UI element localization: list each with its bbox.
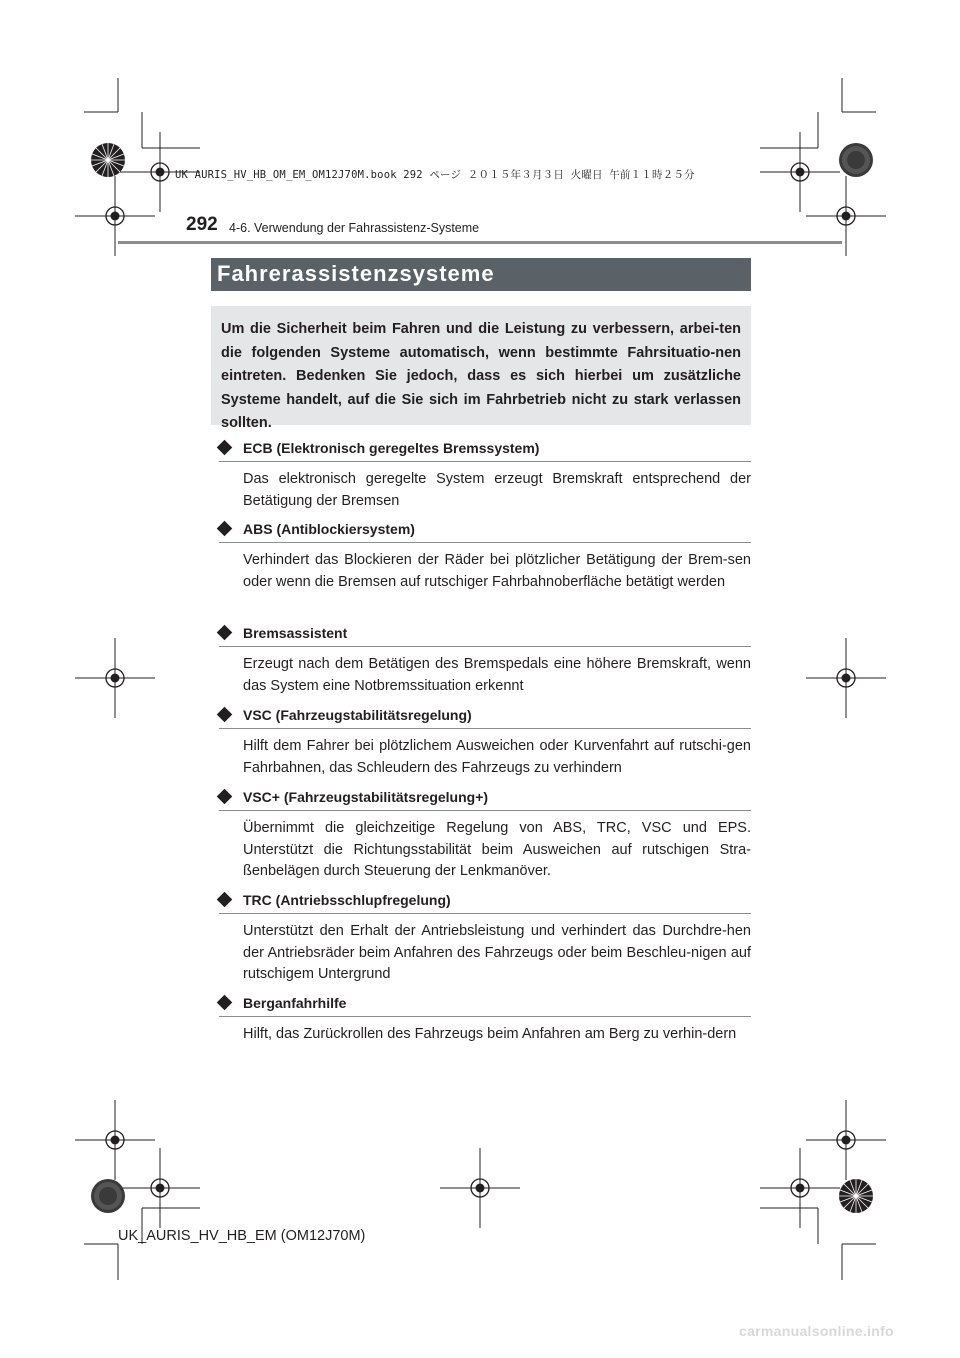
item-heading bbox=[219, 889, 751, 914]
system-list bbox=[219, 437, 751, 1074]
item-description: Unterstützt den Erhalt der Antriebsleistung und verhindert das Durchdre-hen der Antriebsräder beim Anfahren des Fahrzeugs oder beim Beschleu-nigen auf rutschigem Untergrund bbox=[243, 923, 751, 982]
item-heading bbox=[219, 992, 751, 1017]
item-heading bbox=[219, 518, 751, 543]
diamond-bullet-icon bbox=[217, 707, 233, 723]
page-number: 292 bbox=[186, 214, 218, 235]
list-item bbox=[219, 889, 751, 992]
header-rule bbox=[118, 241, 842, 244]
manual-code: UK_AURIS_HV_HB_EM (OM12J70M) bbox=[118, 1228, 366, 1244]
item-description: Hilft dem Fahrer bei plötzlichem Ausweichen oder Kurvenfahrt auf rutschi-gen Fahrbahnen, das Schleudern des Fahrzeugs zu verhindern bbox=[243, 738, 751, 776]
item-description: Hilft, das Zurückrollen des Fahrzeugs beim Anfahren am Berg zu verhin-dern bbox=[243, 1026, 737, 1042]
item-description: Erzeugt nach dem Betätigen des Bremspedals eine höhere Bremskraft, wenn das System eine Notbremssituation erkennt bbox=[243, 656, 751, 694]
item-title: Berganfahrhilfe bbox=[243, 995, 347, 1011]
page-title: Fahrerassistenzsysteme bbox=[211, 258, 751, 291]
list-item bbox=[219, 786, 751, 889]
diamond-bullet-icon bbox=[217, 995, 233, 1011]
item-heading bbox=[219, 786, 751, 811]
item-title: VSC (Fahrzeugstabilitätsregelung) bbox=[243, 707, 472, 723]
diamond-bullet-icon bbox=[217, 789, 233, 805]
item-title: Bremsassistent bbox=[243, 625, 348, 641]
intro-box: Um die Sicherheit beim Fahren und die Leistung zu verbessern, arbei-ten die folgenden Systeme automatisch, wenn bestimmte Fahrsituatio-nen eintreten. Bedenken Sie jedoch, dass es sich hierbei um zusätzliche Systeme handelt, auf die Sie sich im Fahrbetrieb nicht zu stark verlassen sollten. bbox=[211, 306, 751, 425]
item-heading bbox=[219, 437, 751, 462]
diamond-bullet-icon bbox=[217, 521, 233, 537]
item-title: TRC (Antriebsschlupfregelung) bbox=[243, 892, 451, 908]
list-item bbox=[219, 992, 751, 1074]
section-title: 4-6. Verwendung der Fahrassistenz-Systeme bbox=[229, 221, 480, 235]
item-title: ECB (Elektronisch geregeltes Bremssystem) bbox=[243, 440, 540, 456]
list-item bbox=[219, 622, 751, 704]
watermark: carmanualsonline.info bbox=[739, 1323, 894, 1339]
item-description: Übernimmt die gleichzeitige Regelung von ABS, TRC, VSC und EPS. Unterstützt die Richtungsstabilität beim Ausweichen auf rutschigen Stra-ßenbelägen durch Steuerung der Lenkmanöver. bbox=[243, 820, 751, 879]
item-heading bbox=[219, 622, 751, 647]
list-item bbox=[219, 518, 751, 622]
item-description: Verhindert das Blockieren der Räder bei plötzlicher Betätigung der Brem-sen oder wenn die Bremsen auf rutschiger Fahrbahnoberfläche betätigt werden bbox=[243, 552, 751, 590]
item-title: VSC+ (Fahrzeugstabilitätsregelung+) bbox=[243, 789, 489, 805]
list-item bbox=[219, 437, 751, 518]
diamond-bullet-icon bbox=[217, 892, 233, 908]
item-title: ABS (Antiblockiersystem) bbox=[243, 521, 415, 537]
diamond-bullet-icon bbox=[217, 625, 233, 641]
diamond-bullet-icon bbox=[217, 440, 233, 456]
item-description: Das elektronisch geregelte System erzeugt Bremskraft entsprechend der Betätigung der Bremsen bbox=[243, 471, 751, 509]
list-item bbox=[219, 704, 751, 786]
item-heading bbox=[219, 704, 751, 729]
book-file-line: UK AURIS_HV_HB_OM_EM_OM12J70M.book 292 ページ ２０１５年３月３日 火曜日 午前１１時２５分 bbox=[175, 169, 695, 181]
